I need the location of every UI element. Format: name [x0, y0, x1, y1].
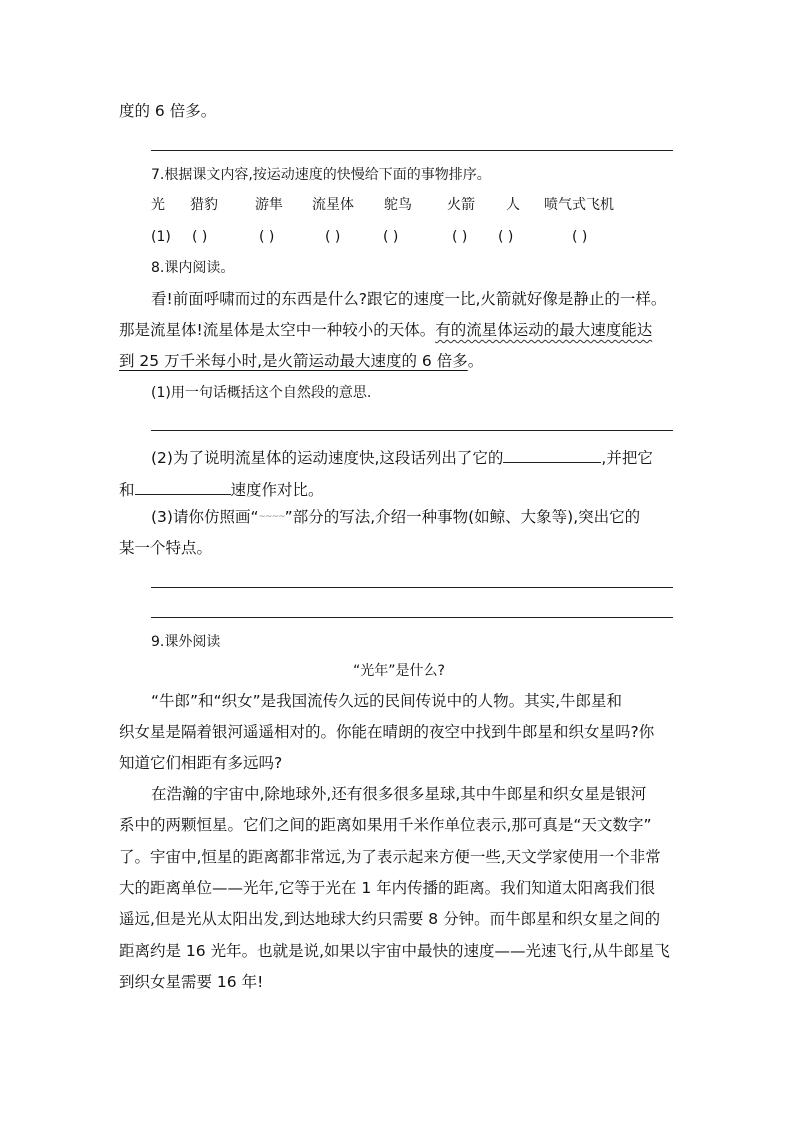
article-line: 系中的两颗恒星。它们之间的距离如果用千米作单位表示,那可真是“天文数字” — [119, 816, 652, 834]
q7-answer-bracket[interactable]: ( ) — [498, 229, 514, 245]
q8-passage-end: 。 — [467, 352, 484, 370]
q8-passage-plain: 那是流星体!流星体是太空中一种较小的天体。 — [119, 321, 436, 339]
q8-sub2-blank1[interactable] — [503, 448, 601, 463]
answer-line[interactable] — [151, 617, 673, 618]
q8-sub2-text: 和 — [119, 481, 135, 499]
q7-item: 火箭 — [447, 197, 475, 213]
q8-title: 8.课内阅读。 — [151, 260, 235, 276]
article-line: 织女星是隔着银河遥遥相对的。你能在晴朗的夜空中找到牛郎星和织女星吗?你 — [119, 723, 655, 741]
q7-item: 人 — [506, 197, 520, 213]
q8-sub3-line2: 某一个特点。 — [119, 539, 213, 557]
q8-passage-line — [119, 354, 483, 370]
q7-item: 喷气式飞机 — [544, 197, 614, 213]
article-line: 在浩瀚的宇宙中,除地球外,还有很多很多星球,其中牛郎星和织女星是银河 — [151, 785, 647, 803]
article-line: 距离约是 16 光年。也就是说,如果以宇宙中最快的速度——光速飞行,从牛郎星飞 — [119, 942, 670, 960]
answer-line[interactable] — [151, 430, 673, 431]
q7-item: 游隼 — [255, 197, 283, 213]
article-line: 知道它们相距有多远吗? — [119, 754, 283, 772]
q8-passage-line: 看!前面呼啸而过的东西是什么?跟它的速度一比,火箭就好像是静止的一样。 — [151, 290, 667, 308]
q8-sub2-text: 速度作对比。 — [230, 481, 324, 499]
article-title: “光年”是什么? — [353, 663, 445, 679]
q7-title: 7.根据课文内容,按运动速度的快慢给下面的事物排序。 — [151, 167, 491, 183]
q7-item: 光 — [151, 197, 165, 213]
q8-passage-underlined: 到 25 万千米每小时,是火箭运动最大速度的 6 倍多 — [119, 352, 468, 370]
q9-title: 9.课外阅读 — [151, 634, 221, 650]
q8-passage-line — [119, 323, 652, 339]
previous-page-fragment: 度的 6 倍多。 — [119, 102, 217, 120]
q7-answer-bracket[interactable]: ( ) — [259, 229, 275, 245]
article-line: 遥远,但是光从太阳出发,到达地球大约只需要 8 分钟。而牛郎星和织女星之间的 — [119, 910, 661, 928]
q8-passage-underlined: 有的流星体运动的最大速度能达 — [435, 321, 653, 339]
q8-sub2-text: ,并把它 — [601, 449, 653, 467]
q8-sub2-blank2[interactable] — [135, 480, 231, 495]
q8-sub3-line1 — [151, 510, 640, 526]
q7-items-row — [0, 198, 794, 216]
q8-sub2-text: (2)为了说明流星体的运动速度快,这段话列出了它的 — [151, 449, 504, 467]
answer-line[interactable] — [151, 150, 673, 151]
q8-sub3-text: (3)请你仿照画“ — [151, 508, 259, 526]
q8-sub3-text: ”部分的写法,介绍一种事物(如鲸、大象等),突出它的 — [284, 508, 641, 526]
q7-answer-row — [0, 230, 794, 248]
q7-answer-bracket[interactable]: ( ) — [572, 229, 588, 245]
article-line: 大的距离单位——光年,它等于光在 1 年内传播的距离。我们知道太阳离我们很 — [119, 879, 656, 897]
q7-answer-bracket[interactable]: ( ) — [383, 229, 399, 245]
q7-item: 流星体 — [312, 197, 354, 213]
q7-answer-bracket[interactable]: ( ) — [452, 229, 468, 245]
q7-item: 鸵鸟 — [384, 197, 412, 213]
q7-answer-bracket[interactable]: ( ) — [325, 229, 341, 245]
article-line: 了。宇宙中,恒星的距离都非常远,为了表示起来方便一些,天文学家使用一个非常 — [119, 848, 661, 866]
q8-sub1: (1)用一句话概括这个自然段的意思. — [151, 385, 372, 401]
q8-sub2-line1 — [151, 448, 653, 467]
answer-line[interactable] — [151, 587, 673, 588]
article-line: “牛郎”和“织女”是我国流传久远的民间传说中的人物。其实,牛郎星和 — [151, 692, 623, 710]
wavy-underline-sample: ~~~~ — [258, 512, 285, 522]
q7-answer-first: (1) — [151, 229, 171, 245]
article-line: 到织女星需要 16 年! — [119, 973, 264, 991]
q7-item: 猎豹 — [190, 197, 218, 213]
q8-sub2-line2 — [119, 480, 324, 499]
q7-answer-bracket[interactable]: ( ) — [192, 229, 208, 245]
